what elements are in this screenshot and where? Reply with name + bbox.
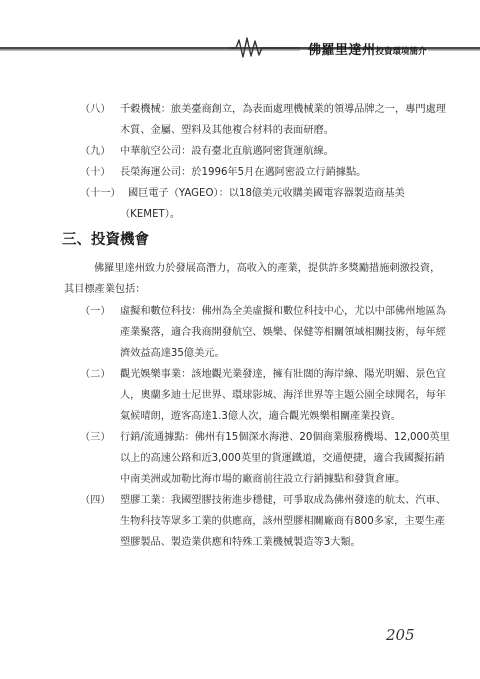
list-item-label: （一） [80,306,111,317]
list-item-line: 行銷/流通據點：佛州有15個深水海港、20個商業服務機場、12,000英里 [120,432,450,443]
list-item-label: （八） [80,104,111,115]
list-item-line: 以上的高速公路和近3,000英里的貨運鐵道，交通便捷，適合我國擬拓銷 [120,453,445,464]
list-item-line: 塑膠工業：我國塑膠技術進步穩健，可爭取成為佛州發達的航太、汽車、 [120,495,446,506]
intro-line: 佛羅里達州致力於發展高潛力，高收入的產業，提供許多獎勵措施刺激投資， [94,263,441,274]
list-item-line: 濟效益高達35億美元。 [120,348,225,359]
list-item-line: 虛擬和數位科技：佛州為全美虛擬和數位科技中心，尤以中部佛州地區為 [120,306,446,317]
list-item-line: 木質、金屬、塑料及其他複合材料的表面研磨。 [120,125,334,136]
list-item-line: 人，奧蘭多迪士尼世界、環球影城、海洋世界等主題公園全球聞名，每年 [120,390,446,401]
list-item-line: 觀光娛樂事業：該地觀光業發達，擁有壯闊的海岸線、陽光明媚、景色宜 [120,369,446,380]
list-item-line: 長榮海運公司：於1996年5月在邁阿密設立行銷據點。 [120,167,367,178]
list-item-label: （二） [80,369,111,380]
list-item-line: 中華航空公司：設有臺北直航邁阿密貨運航線。 [120,146,334,157]
list-item-line: 產業聚落，適合我商開發航空、娛樂、保健等相關領域相關技術，每年經 [120,327,446,338]
list-item-line: 氣候晴朗，遊客高達1.3億人次，適合觀光娛樂相關產業投資。 [120,411,402,422]
list-item-line: （KEMET）。 [120,209,181,220]
list-item-label: （十） [80,167,111,178]
list-item-label: （十一） [80,188,121,199]
page-number: 205 [386,626,415,644]
list-item-line: 塑膠製品、製造業供應和特殊工業機械製造等3大類。 [120,537,361,548]
list-item-label: （三） [80,432,111,443]
list-item-line: 中南美洲或加勒比海市場的廠商前往設立行銷據點和發貨倉庫。 [120,474,406,485]
header-title-sub: 投資環境簡介 [375,47,427,57]
header-title-main: 佛羅里達州 [308,43,376,58]
list-item-line: 千穀機械：旅美臺商創立，為表面處理機械業的領導品牌之一，專門處理 [120,104,446,115]
heartbeat-line [230,38,300,57]
list-item-label: （九） [80,146,111,157]
list-item-label: （四） [80,495,111,506]
intro-line: 其目標產業包括： [64,284,146,295]
header-title [308,39,427,58]
list-item-line: 生物科技等眾多工業的供應商，該州塑膠相關廠商有800多家，主要生產 [120,516,446,527]
section-heading: 三、投資機會 [62,232,149,248]
list-item-line: 國巨電子（YAGEO）：以18億美元收購美國電容器製造商基美 [128,188,405,199]
